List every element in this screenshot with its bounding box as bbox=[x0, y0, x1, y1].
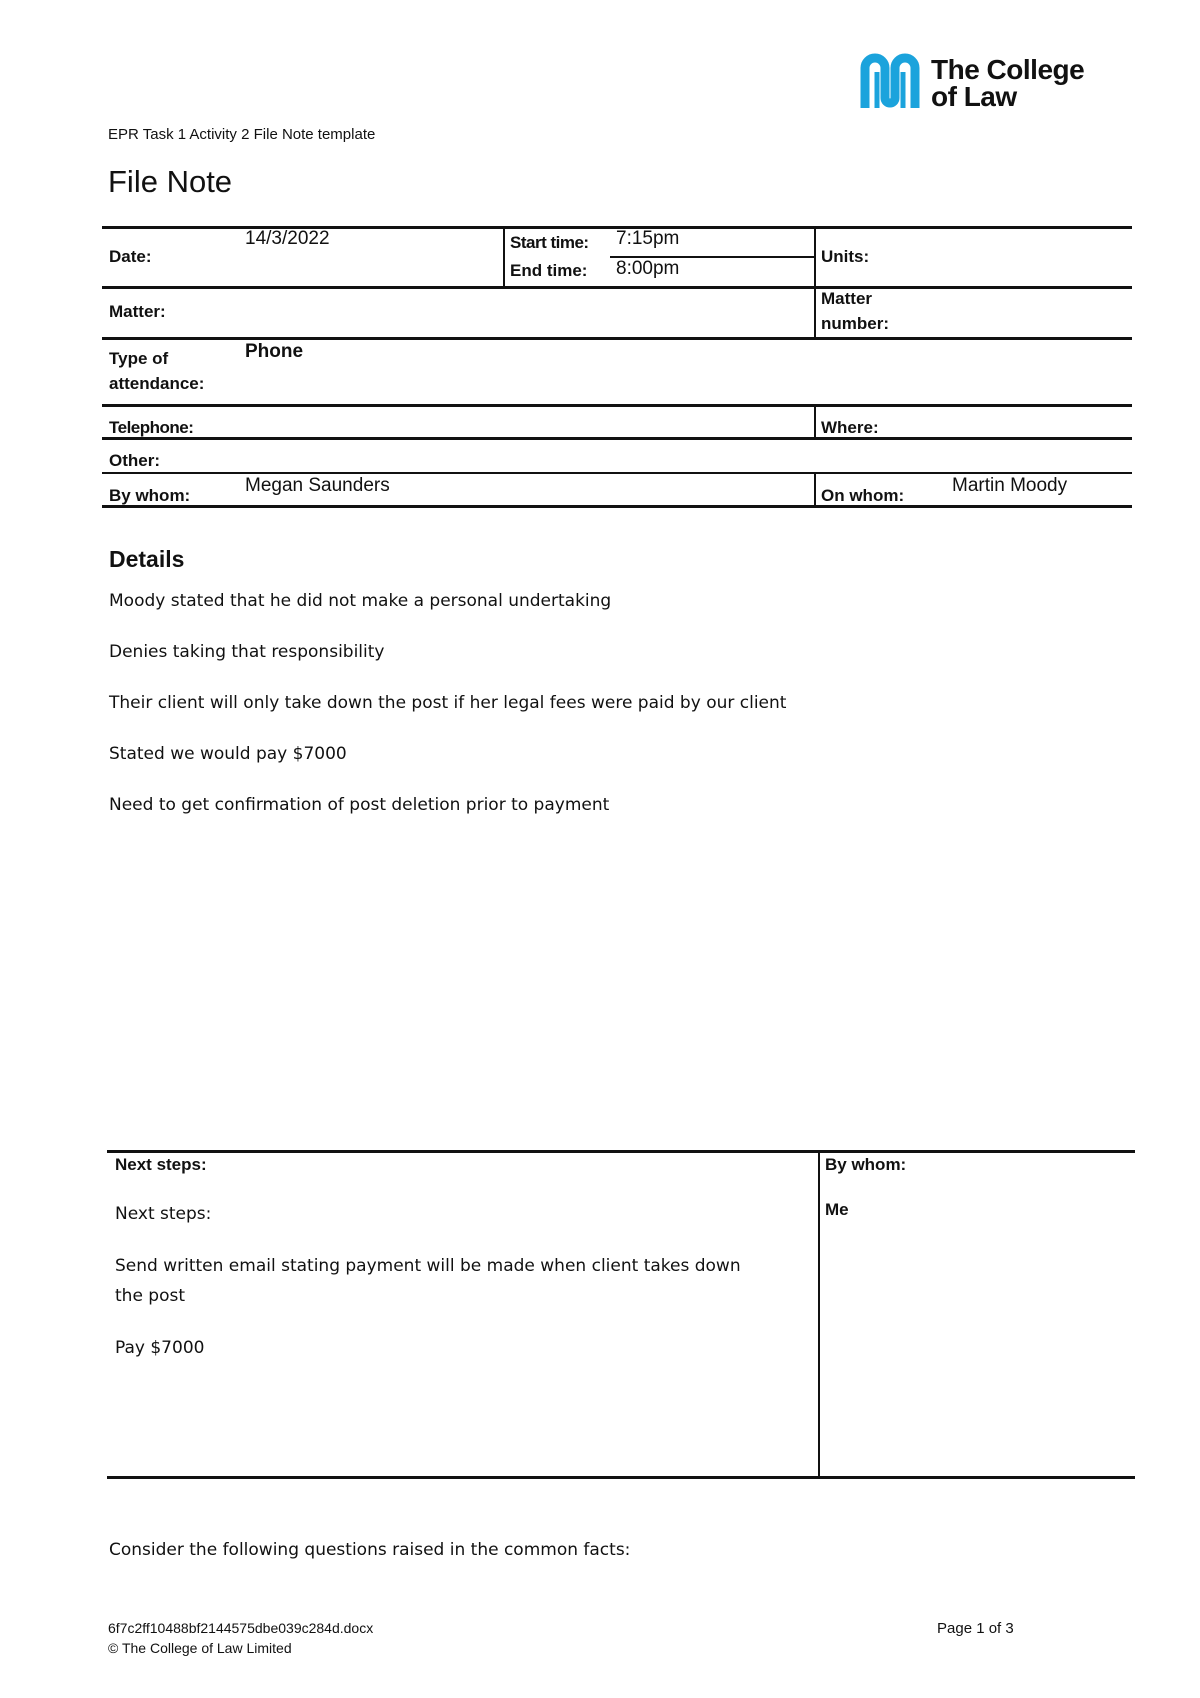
details-line: Stated we would pay $7000 bbox=[109, 744, 347, 764]
other-label: Other: bbox=[109, 451, 160, 470]
on-whom-label: On whom: bbox=[821, 486, 905, 505]
where-label: Where: bbox=[821, 418, 879, 437]
next-steps-label: Next steps: bbox=[115, 1155, 207, 1174]
details-heading: Details bbox=[109, 546, 185, 572]
attendance-type-label: Type of attendance: bbox=[109, 349, 205, 393]
on-whom-value[interactable]: Martin Moody bbox=[952, 475, 1068, 496]
page-title: File Note bbox=[108, 164, 233, 199]
by-whom-value[interactable]: Megan Saunders bbox=[245, 475, 390, 496]
attendance-type-value[interactable]: Phone bbox=[245, 341, 304, 362]
date-value[interactable]: 14/3/2022 bbox=[245, 228, 330, 249]
details-list bbox=[109, 590, 1009, 845]
footer-copyright: © The College of Law Limited bbox=[108, 1640, 292, 1656]
college-logo-icon bbox=[859, 50, 921, 114]
start-time-label: Start time: bbox=[510, 233, 589, 252]
details-line: Denies taking that responsibility bbox=[109, 642, 385, 662]
college-logo-text: The College of Law bbox=[931, 54, 1085, 112]
by-whom-label: By whom: bbox=[109, 486, 191, 505]
telephone-label: Telephone: bbox=[109, 418, 194, 437]
footer-page-number: Page 1 of 3 bbox=[937, 1620, 1014, 1637]
next-steps-sublabel: Next steps: bbox=[115, 1204, 212, 1224]
questions-prompt: Consider the following questions raised in the common facts: bbox=[109, 1540, 631, 1560]
details-line: Moody stated that he did not make a personal undertaking bbox=[109, 591, 612, 611]
footer-filename: 6f7c2ff10488bf2144575dbe039c284d.docx bbox=[108, 1620, 374, 1636]
units-label: Units: bbox=[821, 247, 870, 266]
next-step-item: Send written email stating payment will be made when client takes down the post bbox=[115, 1256, 741, 1306]
matter-number-label: Matter number: bbox=[821, 289, 889, 333]
end-time-value[interactable]: 8:00pm bbox=[616, 258, 680, 279]
details-line: Their client will only take down the post if her legal fees were paid by our client bbox=[109, 693, 787, 713]
next-steps-by-whom-label: By whom: bbox=[825, 1155, 907, 1174]
next-steps-by-whom-value[interactable]: Me bbox=[825, 1200, 849, 1219]
details-line: Need to get confirmation of post deletion prior to payment bbox=[109, 795, 610, 815]
start-time-value[interactable]: 7:15pm bbox=[616, 228, 680, 249]
end-time-label: End time: bbox=[510, 261, 588, 280]
next-step-item: Pay $7000 bbox=[115, 1338, 205, 1358]
matter-label: Matter: bbox=[109, 302, 166, 321]
date-label: Date: bbox=[109, 247, 152, 266]
template-label: EPR Task 1 Activity 2 File Note template bbox=[108, 126, 376, 143]
college-logo bbox=[859, 48, 1099, 118]
